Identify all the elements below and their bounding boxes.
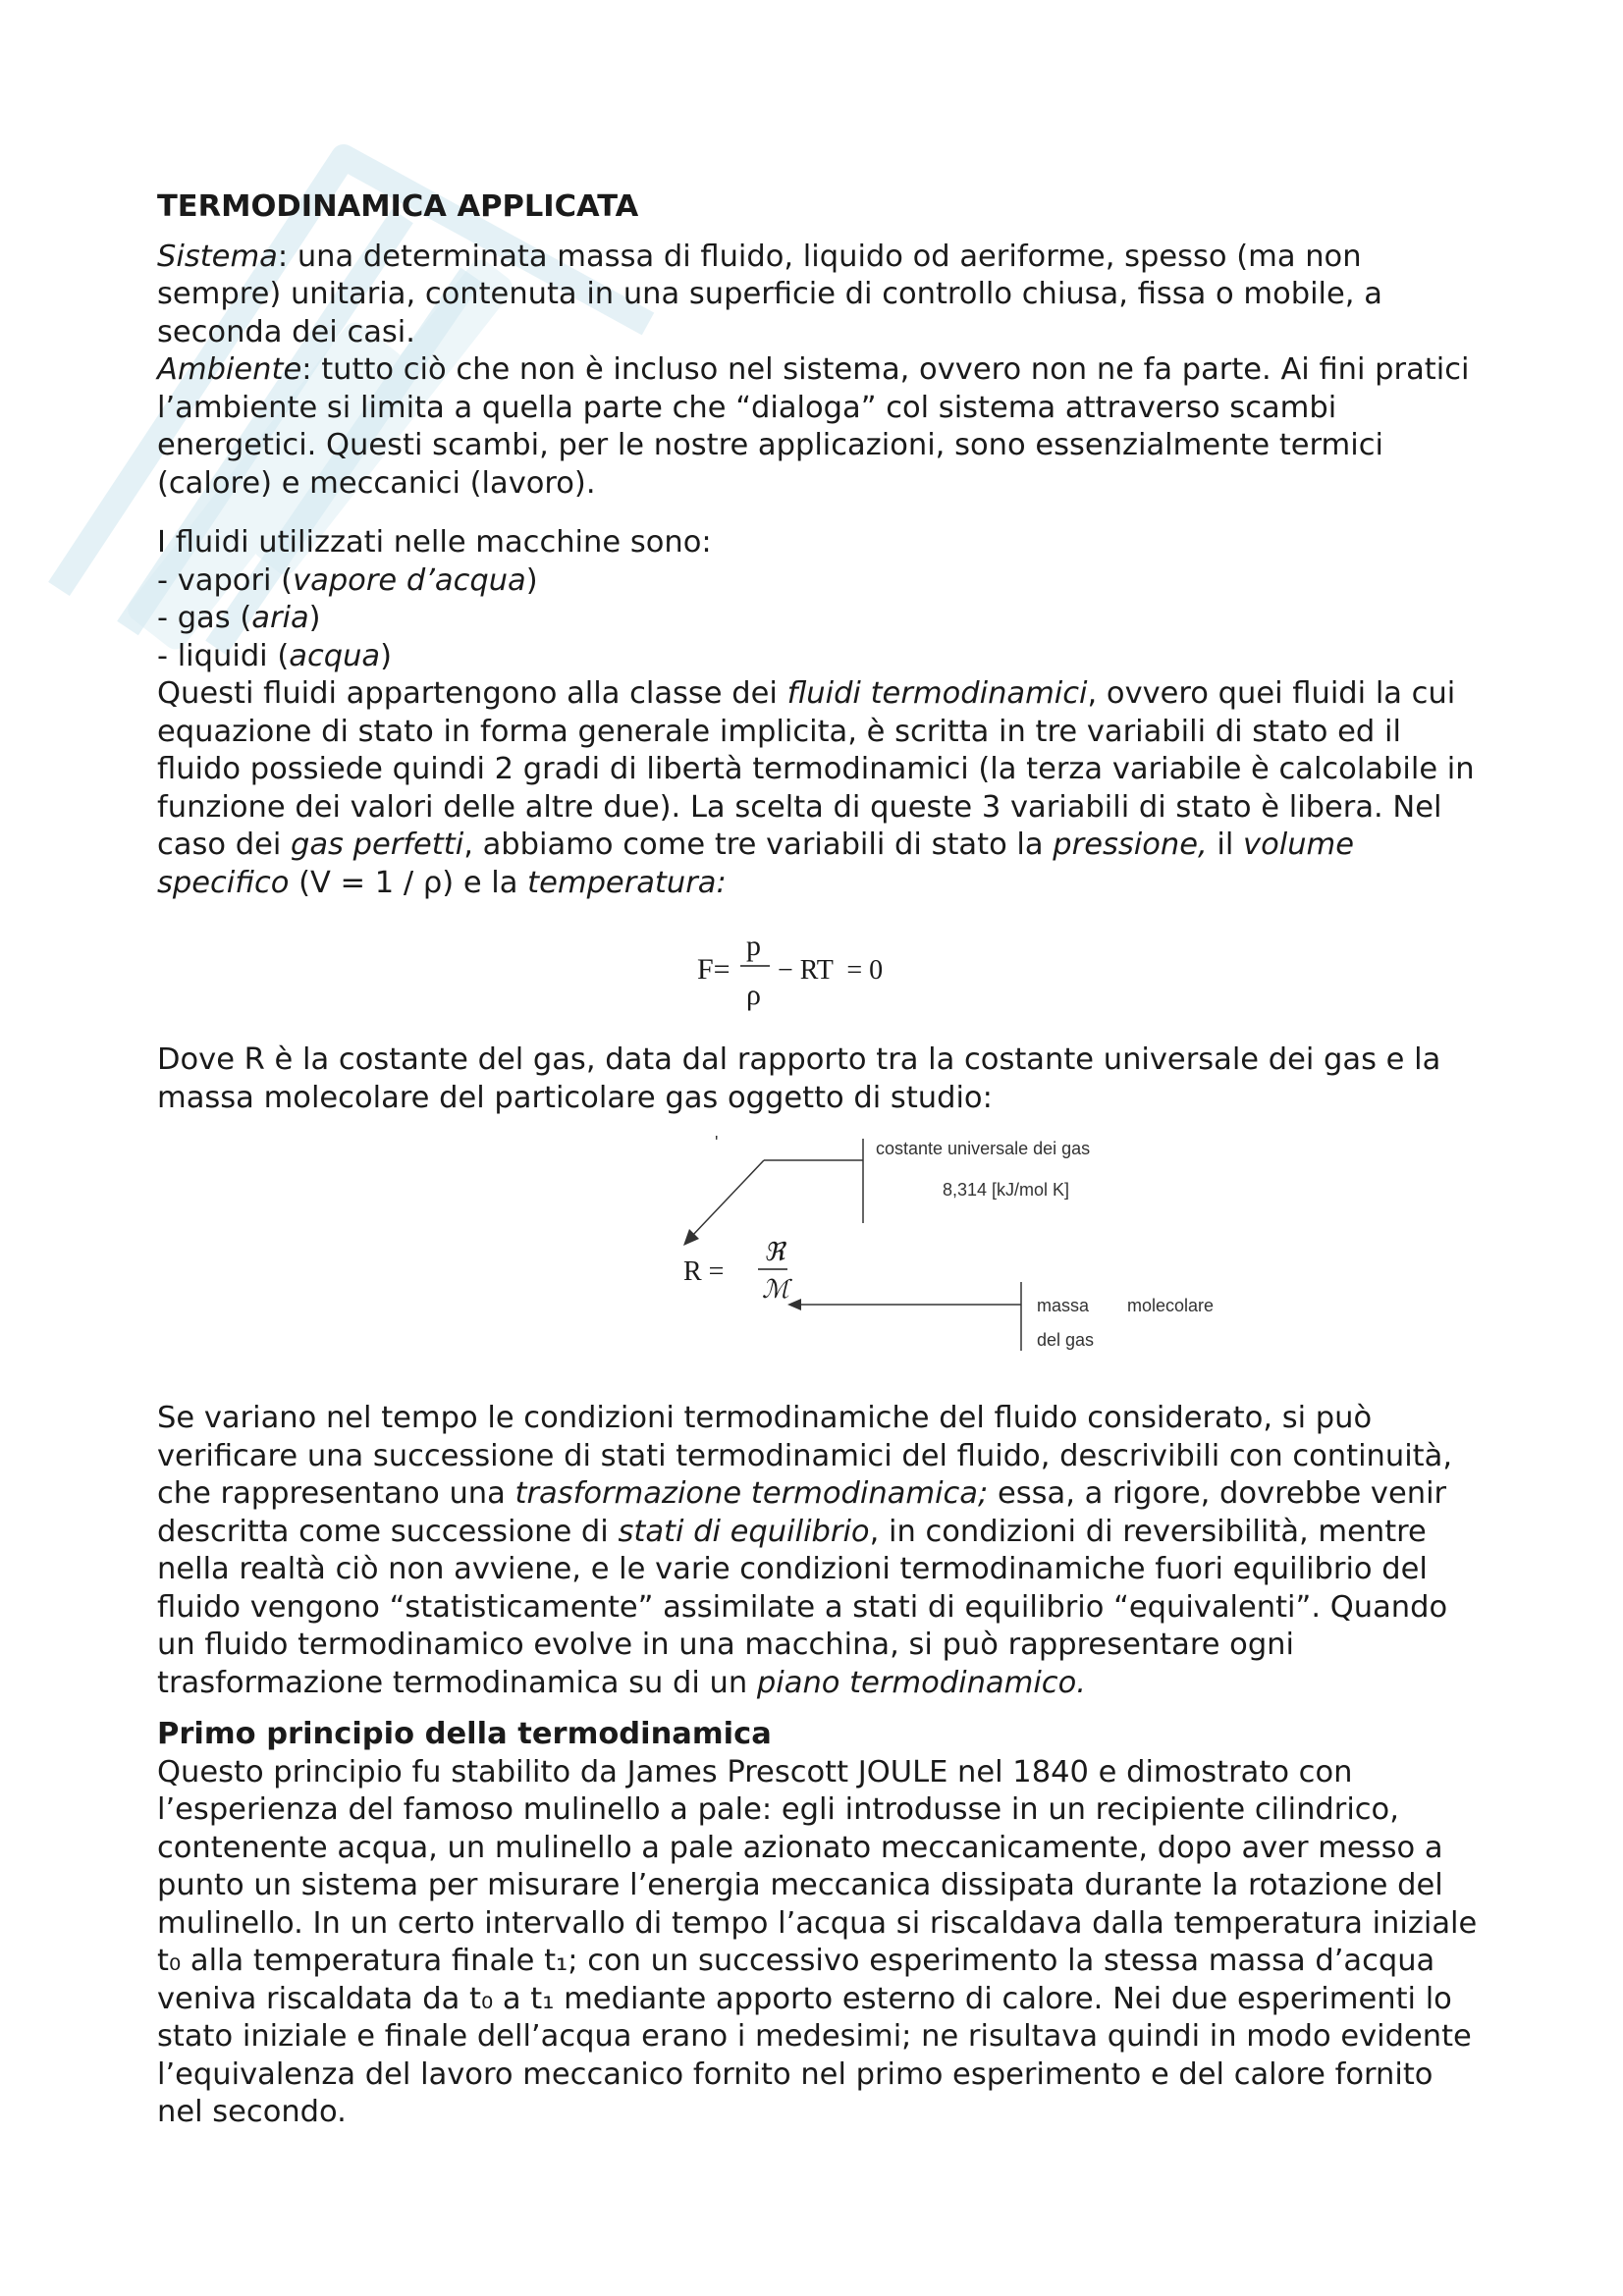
paragraph-fluidi-termodinamici: Questi fluidi appartengono alla classe dei fluidi termodinamici, ovvero quei fluidi la cui equazione di stato in forma generale implicita, è scritta in tre variabili di stato ed il fluido possiede quindi 2 gradi di libertà termodinamici (la terza variabile è calcolabile in funzione dei valori delle altre due). La scelta di queste 3 variabili di stato è libera. Nel caso dei gas perfetti, abbiamo come tre variabili di stato la pressione, il volume specifico (V = 1 / ρ) e la temperatura: bbox=[157, 676, 1475, 900]
paragraph-sistema: Sistema: una determinata massa di fluido, liquido od aeriforme, spesso (ma non sempre) unitaria, contenuta in una superficie di controllo chiusa, fissa o mobile, a seconda dei casi. bbox=[157, 239, 1382, 349]
formula-numerator: p bbox=[746, 930, 761, 962]
gas-constant-diagram bbox=[157, 1135, 1478, 1380]
label-mass-1: massa bbox=[1037, 1296, 1090, 1315]
document-title: TERMODINAMICA APPLICATA bbox=[157, 189, 639, 224]
section-title-primo-principio: Primo principio della termodinamica bbox=[157, 1717, 772, 1751]
formula-rest: − RT = 0 bbox=[778, 955, 884, 986]
formula-denominator: ρ bbox=[746, 979, 761, 1011]
diagram-lhs: R = bbox=[683, 1256, 725, 1287]
state-equation bbox=[157, 922, 1478, 1016]
document-page bbox=[157, 188, 1478, 2132]
diagram-denominator: ℳ bbox=[762, 1275, 789, 1304]
list-item: - vapori (vapore d’acqua) bbox=[157, 562, 538, 598]
term-ambiente: Ambiente bbox=[157, 352, 302, 387]
value-universal: 8,314 [kJ/mol K] bbox=[943, 1180, 1070, 1200]
list-item: - gas (aria) bbox=[157, 601, 321, 635]
paragraph-ambiente: Ambiente: tutto ciò che non è incluso nel sistema, ovvero non ne fa parte. Ai fini pratici l’ambiente si limita a quella parte che “dialoga” col sistema attraverso scambi energetici. Questi scambi, per le nostre applicazioni, sono essenzialmente termici (calore) e meccanici (lavoro). bbox=[157, 352, 1470, 501]
diagram-numerator: ℜ bbox=[764, 1238, 785, 1266]
fluids-intro: I fluidi utilizzati nelle macchine sono: bbox=[157, 525, 712, 560]
label-mass-2: molecolare bbox=[1127, 1296, 1215, 1315]
term-sistema: Sistema bbox=[157, 239, 278, 274]
diagram-tick: ' bbox=[715, 1135, 719, 1152]
label-universal: costante universale dei gas bbox=[876, 1139, 1091, 1158]
arrow-universal bbox=[691, 1160, 764, 1237]
paragraph-costante-gas: Dove R è la costante del gas, data dal rapporto tra la costante universale dei gas e la massa molecolare del particolare gas oggetto di studio: bbox=[157, 1042, 1441, 1115]
label-mass-3: del gas bbox=[1037, 1330, 1095, 1350]
paragraph-joule: Questo principio fu stabilito da James Prescott JOULE nel 1840 e dimostrato con l’esperienza del famoso mulinello a pale: egli introdusse in un recipiente cilindrico, contenente acqua, un mulinello a pale azionato meccanicamente, dopo aver messo a punto un sistema per misurare l’energia meccanica dissipata durante la rotazione del mulinello. In un certo intervallo di tempo l’acqua si riscaldava dalla temperatura iniziale t₀ alla temperatura finale t₁; con un successivo esperimento la stessa massa d’acqua veniva riscaldata da t₀ a t₁ mediante apporto esterno di calore. Nei due esperimenti lo stato iniziale e finale dell’acqua erano i medesimi; ne risultava quindi in modo evidente l’equivalenza del lavoro meccanico fornito nel primo esperimento e del calore fornito nel secondo. bbox=[157, 1754, 1478, 2129]
list-item: - liquidi (acqua) bbox=[157, 638, 392, 673]
paragraph-trasformazione: Se variano nel tempo le condizioni termodinamiche del fluido considerato, si può verificare una successione di stati termodinamici del fluido, descrivibili con continuità, che rappresentano una trasformazione termodinamica; essa, a rigore, dovrebbe venir descritta come successione di stati di equilibrio, in condizioni di reversibilità, mentre nella realtà ciò non avviene, e le varie condizioni termodinamiche fuori equilibrio del fluido vengono “statisticamente” assimilate a stati di equilibrio “equivalenti”. Quando un fluido termodinamico evolve in una macchina, si può rappresentare ogni trasformazione termodinamica su di un piano termodinamico. bbox=[157, 1401, 1453, 1700]
formula-lhs: F= bbox=[697, 953, 730, 986]
